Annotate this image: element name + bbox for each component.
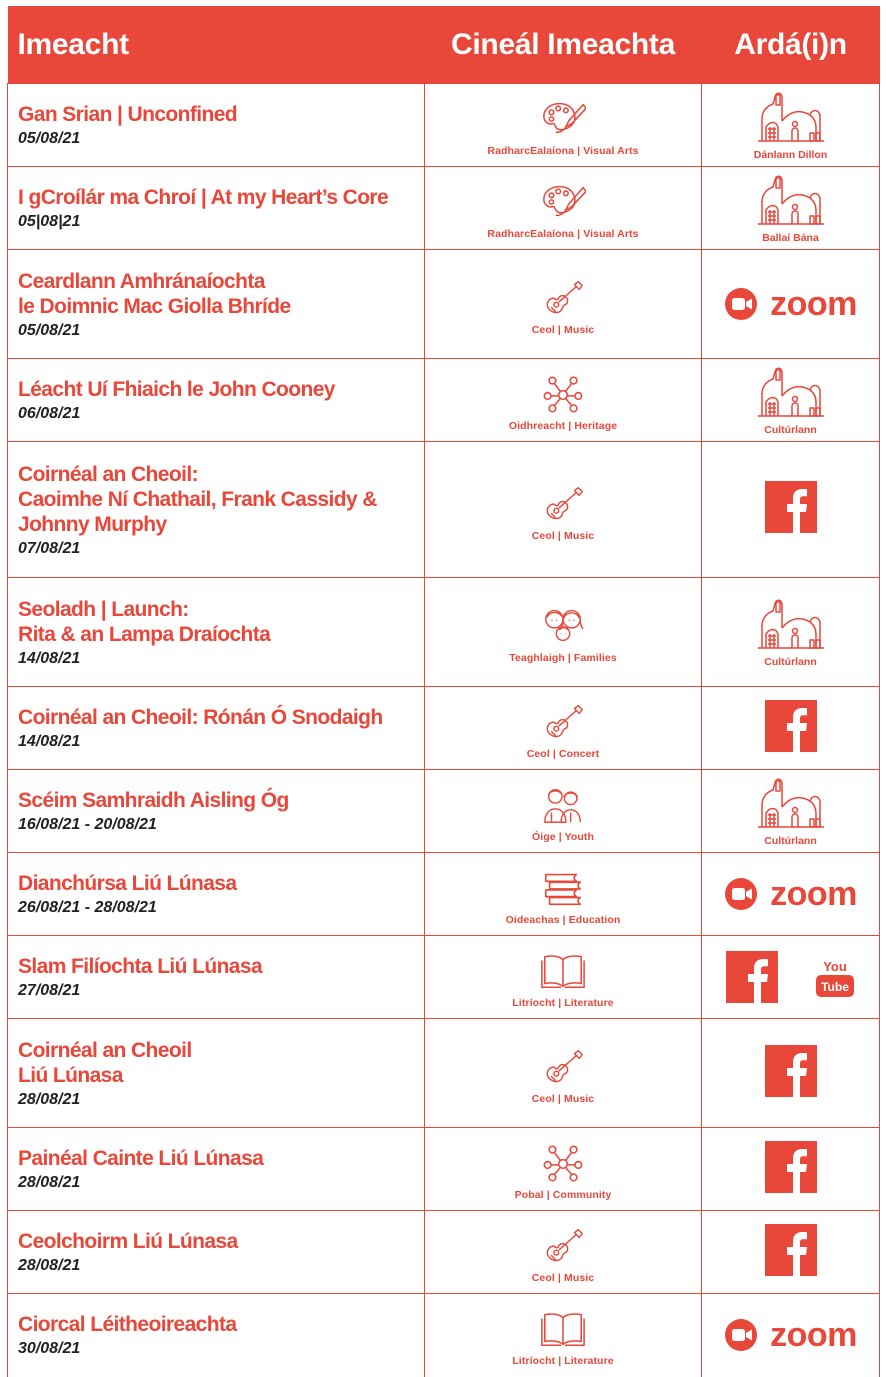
venue-label: Cultúrlann <box>764 424 817 436</box>
event-cell <box>8 853 425 936</box>
guitar-icon <box>540 278 586 318</box>
type-cell <box>425 167 702 250</box>
event-date: 05/08/21 <box>18 321 81 339</box>
event-cell <box>8 936 425 1019</box>
guitar-icon <box>540 1226 586 1266</box>
type-label: Litríocht | Literature <box>512 997 614 1009</box>
event-date: 26/08/21 - 28/08/21 <box>18 899 157 916</box>
table-header <box>8 6 880 84</box>
palette-icon <box>540 182 586 222</box>
type-label: Litríocht | Literature <box>512 1355 614 1368</box>
venue-label: Dánlann Dillon <box>753 149 828 161</box>
venue-cell <box>702 442 880 578</box>
event-title: Ceardlann Amhránaíochta le Doimnic Mac Giolla Bhríde <box>18 269 291 318</box>
event-row <box>8 442 880 578</box>
building-icon <box>754 596 828 652</box>
type-label: Pobal | Community <box>514 1189 612 1201</box>
event-row <box>8 1019 880 1128</box>
event-cell <box>8 770 425 853</box>
event-cell <box>8 442 425 578</box>
event-row <box>8 578 880 687</box>
type-cell <box>425 442 702 578</box>
venue-cell <box>702 1294 880 1377</box>
event-title: Ceolchoirm Liú Lúnasa <box>18 1230 238 1253</box>
event-date: 14/08/21 <box>18 733 81 750</box>
zoom-badge <box>702 877 879 911</box>
zoom-camera-icon <box>724 1318 762 1352</box>
type-label: Oideachas | Education <box>505 914 621 926</box>
event-title: Coirnéal an Cheoil: Rónán Ó Snodaigh <box>18 706 383 729</box>
event-date: 06/08/21 <box>18 405 81 422</box>
table-body <box>8 84 880 1377</box>
open-book-icon <box>540 1309 586 1349</box>
type-label: Ceol | Music <box>531 1272 595 1284</box>
type-cell <box>425 770 702 853</box>
type-label: Ceol | Music <box>531 324 595 336</box>
type-cell <box>425 853 702 936</box>
event-title: Scéim Samhraidh Aisling Óg <box>18 789 289 812</box>
open-book-icon <box>540 951 586 991</box>
building-icon <box>754 172 828 228</box>
event-cell <box>8 1128 425 1211</box>
facebook-icon <box>765 700 817 752</box>
events-table <box>7 6 880 1377</box>
event-row <box>8 1294 880 1377</box>
event-title: Coirnéal an Cheoil: Caoimhe Ní Chathail, Frank Cassidy & Johnny Murphy <box>18 462 377 536</box>
venue-cell <box>702 936 880 1019</box>
event-date: 30/08/21 <box>18 1340 81 1358</box>
event-cell <box>8 578 425 687</box>
event-date: 28/08/21 <box>18 1174 81 1191</box>
youth-icon <box>540 785 586 825</box>
event-date: 05|08|21 <box>18 213 81 230</box>
type-cell <box>425 687 702 770</box>
type-cell <box>425 1128 702 1211</box>
event-row <box>8 167 880 250</box>
event-title: Gan Srian | Unconfined <box>18 103 238 126</box>
venue-cell <box>702 84 880 167</box>
event-title: Dianchúrsa Liú Lúnasa <box>18 872 237 895</box>
zoom-wordmark: zoom <box>770 1316 857 1355</box>
type-cell <box>425 250 702 359</box>
type-cell <box>425 84 702 167</box>
event-cell <box>8 84 425 167</box>
venue-label: Cultúrlann <box>764 835 817 847</box>
zoom-badge <box>702 1316 879 1355</box>
family-icon <box>540 606 586 646</box>
event-row <box>8 1211 880 1294</box>
type-label: RadharcEalaíona | Visual Arts <box>487 145 639 157</box>
zoom-camera-icon <box>724 877 762 911</box>
type-cell <box>425 1294 702 1377</box>
type-cell <box>425 359 702 442</box>
event-title: Slam Filíochta Liú Lúnasa <box>18 955 263 978</box>
type-cell <box>425 1019 702 1128</box>
header-event: Imeacht <box>8 6 425 84</box>
event-date: 07/08/21 <box>18 539 81 557</box>
event-row <box>8 359 880 442</box>
event-cell <box>8 1019 425 1128</box>
type-label: Teaghlaigh | Families <box>509 652 617 664</box>
event-title: Léacht Uí Fhiaich le John Cooney <box>18 378 335 401</box>
venue-cell <box>702 359 880 442</box>
event-date: 28/08/21 <box>18 1090 81 1108</box>
header-venue: Ardá(i)n <box>702 6 880 84</box>
venue-label: Cultúrlann <box>764 656 817 668</box>
venue-cell <box>702 687 880 770</box>
event-cell <box>8 359 425 442</box>
type-label: Ceol | Concert <box>526 748 600 760</box>
type-label: RadharcEalaíona | Visual Arts <box>487 228 639 240</box>
building-icon <box>754 364 828 420</box>
type-label: Oidhreacht | Heritage <box>508 420 618 432</box>
event-cell <box>8 250 425 359</box>
event-date: 28/08/21 <box>18 1257 81 1274</box>
event-date: 16/08/21 - 20/08/21 <box>18 816 157 833</box>
facebook-icon <box>765 1141 817 1193</box>
event-row <box>8 936 880 1019</box>
venue-cell <box>702 1019 880 1128</box>
event-cell <box>8 1211 425 1294</box>
zoom-camera-icon <box>724 287 762 321</box>
event-row <box>8 1128 880 1211</box>
facebook-icon <box>765 1045 817 1097</box>
venue-cell <box>702 167 880 250</box>
venue-cell <box>702 853 880 936</box>
venue-cell <box>702 1211 880 1294</box>
event-row <box>8 250 880 359</box>
type-cell <box>425 1211 702 1294</box>
event-cell <box>8 167 425 250</box>
building-icon <box>754 89 828 145</box>
books-icon <box>540 868 586 908</box>
type-cell <box>425 578 702 687</box>
type-cell <box>425 936 702 1019</box>
event-date: 27/08/21 <box>18 982 81 999</box>
event-title: Ciorcal Léitheoireachta <box>18 1313 237 1337</box>
event-cell <box>8 1294 425 1377</box>
facebook-icon <box>726 951 778 1003</box>
event-title: Seoladh | Launch: Rita & an Lampa Draíochta <box>18 597 271 646</box>
event-row <box>8 687 880 770</box>
youtube-icon <box>814 955 856 999</box>
venue-cell <box>702 578 880 687</box>
guitar-icon <box>540 702 586 742</box>
guitar-icon <box>540 1047 586 1087</box>
venue-label: Ballaí Bána <box>762 232 819 244</box>
header-type: Cineál Imeachta <box>425 6 702 84</box>
type-label: Ceol | Music <box>531 529 595 542</box>
event-title: Painéal Cainte Liú Lúnasa <box>18 1147 264 1170</box>
venue-cell <box>702 770 880 853</box>
venue-cell <box>702 250 880 359</box>
zoom-wordmark: zoom <box>770 285 857 323</box>
svg-text:You: You <box>822 959 847 974</box>
event-row <box>8 853 880 936</box>
zoom-badge <box>702 287 879 321</box>
event-title: Coirnéal an Cheoil Liú Lúnasa <box>18 1038 192 1087</box>
network-icon <box>540 1143 586 1183</box>
event-row <box>8 84 880 167</box>
building-icon <box>754 775 828 831</box>
facebook-icon <box>765 481 817 533</box>
type-label: Óige | Youth <box>531 831 595 843</box>
type-label: Ceol | Music <box>531 1093 595 1105</box>
zoom-wordmark: zoom <box>770 875 857 913</box>
event-date: 14/08/21 <box>18 649 81 667</box>
event-row <box>8 770 880 853</box>
event-date: 05/08/21 <box>18 130 81 147</box>
svg-text:Tube: Tube <box>820 980 849 994</box>
facebook-icon <box>765 1224 817 1276</box>
event-cell <box>8 687 425 770</box>
venue-cell <box>702 1128 880 1211</box>
guitar-icon <box>540 484 586 524</box>
palette-icon <box>540 99 586 139</box>
network-icon <box>540 374 586 414</box>
event-title: I gCroílár ma Chroí | At my Heart’s Core <box>18 186 389 209</box>
